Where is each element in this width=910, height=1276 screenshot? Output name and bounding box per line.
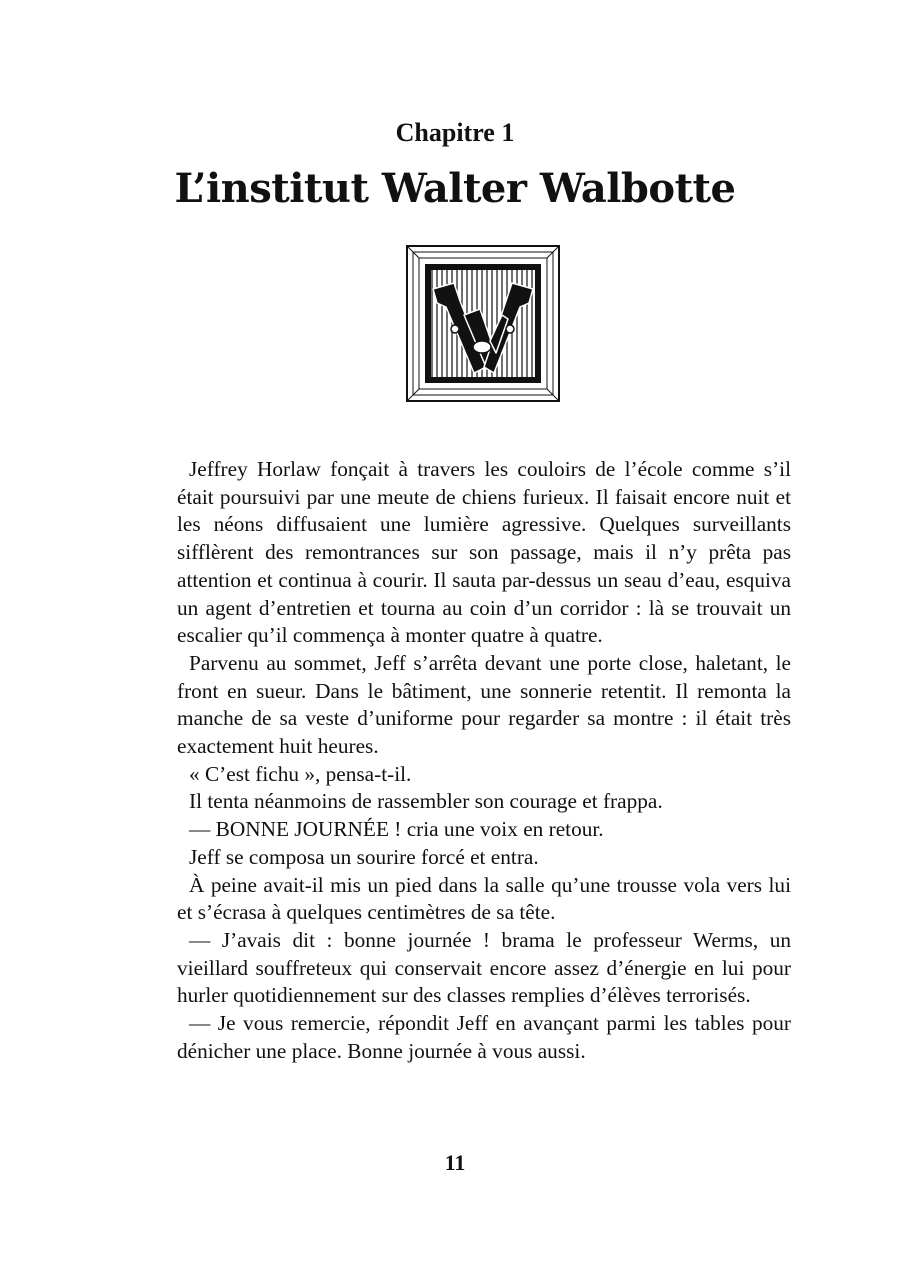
paragraph: — Je vous remercie, répondit Jeff en avançant parmi les tables pour dénicher une place. Bonne journée à vous aussi. (177, 1011, 791, 1063)
paragraph: Parvenu au sommet, Jeff s’arrêta devant une porte close, haletant, le front en sueur. Dans le bâtiment, une sonnerie retentit. Il remonta la manche de sa veste d’uniforme pour regarder sa montre : il était très exactement huit heures. (177, 650, 791, 759)
paragraph: « C’est fichu », pensa-t-il. (189, 761, 412, 786)
paragraph: Jeff se composa un sourire forcé et entra. (189, 844, 539, 869)
chapter-label: Chapitre 1 (395, 118, 515, 147)
paragraph: — BONNE JOURNÉE ! cria une voix en retour. (189, 817, 604, 842)
paragraph: À peine avait-il mis un pied dans la salle qu’une trousse vola vers lui et s’écrasa à quelques centimètres de sa tête. (177, 872, 791, 925)
paragraph: Il tenta néanmoins de rassembler son courage et frappa. (189, 789, 663, 814)
page-number: 11 (444, 1150, 466, 1175)
paragraph: — J’avais dit : bonne journée ! brama le professeur Werms, un vieillard souffreteux qui conservait encore assez d’énergie en lui pour hurler quotidiennement sur des classes remplies d’élèves terrorisés. (177, 927, 791, 1008)
body-text (177, 456, 791, 1065)
ornamental-drop-cap (406, 245, 560, 402)
chapter-title: L’institut Walter Walbotte (174, 165, 736, 212)
paragraph: Jeffrey Horlaw fonçait à travers les couloirs de l’école comme s’il était poursuivi par une meute de chiens furieux. Il faisait encore nuit et les néons diffusaient une lumière agressive. Quelques surveillants sifflèrent des remontrances sur son passage, mais il n’y prêta pas attention et continua à courir. Il sauta par-dessus un seau d’eau, esquiva un agent d’entretien et tourna au coin d’un corridor : là se trouvait un escalier qu’il commença à monter quatre à quatre. (177, 457, 791, 648)
